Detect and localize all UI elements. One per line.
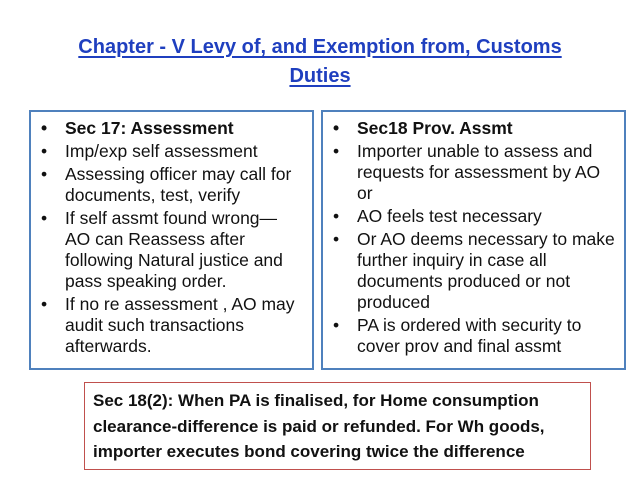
left-content-box — [29, 110, 314, 370]
bullet-icon: • — [333, 229, 340, 249]
slide-title-line-2: Duties — [289, 65, 351, 87]
list-item-text: PA is ordered with security to cover prov and final assmt — [357, 315, 582, 356]
list-item — [333, 315, 618, 357]
bullet-icon: • — [41, 118, 48, 138]
bullet-icon: • — [41, 208, 48, 228]
bullet-icon: • — [333, 118, 340, 138]
list-item-text: Or AO deems necessary to make further inquiry in case all documents produced or not produced — [357, 229, 615, 312]
list-item — [333, 118, 618, 139]
right-bullet-list — [323, 112, 624, 357]
list-item-text: Imp/exp self assessment — [65, 141, 258, 161]
bullet-icon: • — [333, 141, 340, 161]
slide-title-line-1: Chapter - V Levy of, and Exemption from, Customs — [78, 36, 562, 58]
list-item — [41, 118, 306, 139]
list-item-text: If no re assessment , AO may audit such transactions afterwards. — [65, 294, 295, 356]
list-item — [333, 229, 618, 313]
bullet-icon: • — [41, 164, 48, 184]
list-item — [41, 164, 306, 206]
bullet-icon: • — [333, 206, 340, 226]
list-item-text: Assessing officer may call for documents, test, verify — [65, 164, 292, 205]
list-item — [41, 141, 306, 162]
list-item — [41, 294, 306, 357]
note-box — [84, 382, 591, 470]
bullet-icon: • — [41, 141, 48, 161]
list-item-text: Sec18 Prov. Assmt — [357, 118, 513, 138]
list-item-text: AO feels test necessary — [357, 206, 542, 226]
bullet-icon: • — [333, 315, 340, 335]
right-content-box — [321, 110, 626, 370]
note-text: Sec 18(2): When PA is finalised, for Home consumption clearance-difference is paid or refunded. For Wh goods, importer executes bond covering twice the difference — [93, 391, 545, 461]
slide-title — [40, 33, 600, 91]
list-item — [41, 208, 306, 292]
list-item — [333, 206, 618, 227]
list-item-text: Sec 17: Assessment — [65, 118, 234, 138]
list-item — [333, 141, 618, 204]
left-bullet-list — [31, 112, 312, 357]
bullet-icon: • — [41, 294, 48, 314]
list-item-text: Importer unable to assess and requests for assessment by AO or — [357, 141, 601, 203]
list-item-text: If self assmt found wrong— AO can Reassess after following Natural justice and pass speaking order. — [65, 208, 283, 291]
